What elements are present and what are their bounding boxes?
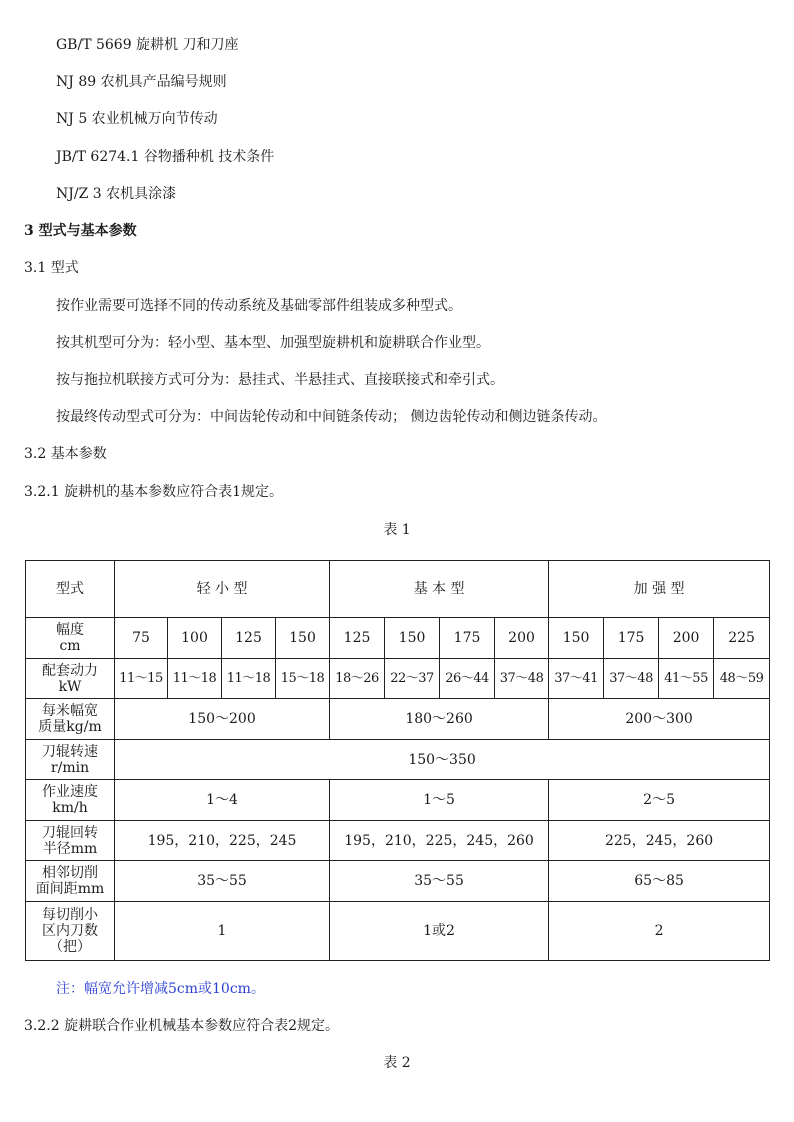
table-caption: 表 1 xyxy=(383,522,411,538)
paragraph: 按作业需要可选择不同的传动系统及基础零部件组装成多种型式。 xyxy=(56,298,462,314)
table-cell: 35～55 xyxy=(330,861,549,902)
paragraph: 3.2.2 旋耕联合作业机械基本参数应符合表2规定。 xyxy=(24,1018,339,1034)
table-cell: 200 xyxy=(495,618,549,659)
table-cell: 200～300 xyxy=(549,699,770,740)
ref-standard: NJ 5 农业机械万向节传动 xyxy=(56,111,218,127)
paragraph: 3.2.1 旋耕机的基本参数应符合表1规定。 xyxy=(24,484,283,500)
parameter-table xyxy=(25,560,770,961)
ref-standard: NJ/Z 3 农机具涂漆 xyxy=(56,186,177,202)
table-cell: 37～41 xyxy=(549,659,604,699)
table-cell: 225 xyxy=(714,618,770,659)
table-cell: 150～200 xyxy=(115,699,330,740)
table-cell: 225，245，260 xyxy=(549,821,770,861)
table-cell: 200 xyxy=(659,618,714,659)
table-row xyxy=(26,561,770,618)
table-cell: 15～18 xyxy=(276,659,330,699)
paragraph: 按最终传动型式可分为：中间齿轮传动和中间链条传动； 侧边齿轮传动和侧边链条传动。 xyxy=(56,409,607,425)
table-cell: 175 xyxy=(604,618,659,659)
subsection-heading: 3.2 基本参数 xyxy=(24,446,107,462)
row-label: 每切削小 区内刀数 （把） xyxy=(26,902,115,961)
table-cell: 2～5 xyxy=(549,780,770,821)
table-cell: 35～55 xyxy=(115,861,330,902)
table-cell: 2 xyxy=(549,902,770,961)
table-cell: 150 xyxy=(549,618,604,659)
table-row xyxy=(26,861,770,902)
table-cell: 41～55 xyxy=(659,659,714,699)
table-cell: 125 xyxy=(330,618,385,659)
table-cell: 18～26 xyxy=(330,659,385,699)
table-cell: 37～48 xyxy=(604,659,659,699)
section-heading: 3 型式与基本参数 xyxy=(24,223,137,239)
table-row xyxy=(26,699,770,740)
row-label: 每米幅宽 质量kg/m xyxy=(26,699,115,740)
table-cell: 125 xyxy=(222,618,276,659)
table-cell: 195，210，225，245 xyxy=(115,821,330,861)
group-header: 加 强 型 xyxy=(549,561,770,618)
table-caption: 表 2 xyxy=(383,1055,411,1071)
table-cell: 75 xyxy=(115,618,168,659)
ref-standard: NJ 89 农机具产品编号规则 xyxy=(56,74,227,90)
table-cell: 195，210，225，245，260 xyxy=(330,821,549,861)
table-cell: 180～260 xyxy=(330,699,549,740)
row-label: 刀辊回转 半径mm xyxy=(26,821,115,861)
table-row xyxy=(26,821,770,861)
table-cell: 1～4 xyxy=(115,780,330,821)
table-cell: 1或2 xyxy=(330,902,549,961)
table-cell: 11～18 xyxy=(168,659,222,699)
table-row xyxy=(26,902,770,961)
row-label: 作业速度 km/h xyxy=(26,780,115,821)
table-cell: 11～15 xyxy=(115,659,168,699)
row-label: 相邻切削 面间距mm xyxy=(26,861,115,902)
table-cell: 1～5 xyxy=(330,780,549,821)
row-label: 配套动力 kW xyxy=(26,659,115,699)
table-note: 注：幅宽允许增减5cm或10cm。 xyxy=(56,981,265,997)
ref-standard: JB/T 6274.1 谷物播种机 技术条件 xyxy=(56,149,275,165)
table-row xyxy=(26,659,770,699)
table-cell: 11～18 xyxy=(222,659,276,699)
paragraph: 按其机型可分为：轻小型、基本型、加强型旋耕机和旋耕联合作业型。 xyxy=(56,335,490,351)
table-cell: 150 xyxy=(385,618,440,659)
table-cell: 175 xyxy=(440,618,495,659)
table-cell: 22～37 xyxy=(385,659,440,699)
table-cell: 100 xyxy=(168,618,222,659)
table-row xyxy=(26,618,770,659)
ref-standard: GB/T 5669 旋耕机 刀和刀座 xyxy=(56,37,239,53)
row-label: 幅度 cm xyxy=(26,618,115,659)
table-cell: 150 xyxy=(276,618,330,659)
table-row xyxy=(26,740,770,780)
table-cell: 26～44 xyxy=(440,659,495,699)
subsection-heading: 3.1 型式 xyxy=(24,260,79,276)
group-header: 轻 小 型 xyxy=(115,561,330,618)
table-corner-cell: 型式 xyxy=(26,561,115,618)
table-cell: 37～48 xyxy=(495,659,549,699)
table-cell: 1 xyxy=(115,902,330,961)
table-cell: 150～350 xyxy=(115,740,770,780)
table-cell: 65～85 xyxy=(549,861,770,902)
table-cell: 48～59 xyxy=(714,659,770,699)
group-header: 基 本 型 xyxy=(330,561,549,618)
row-label: 刀辊转速 r/min xyxy=(26,740,115,780)
paragraph: 按与拖拉机联接方式可分为：悬挂式、半悬挂式、直接联接式和牵引式。 xyxy=(56,372,504,388)
table-row xyxy=(26,780,770,821)
